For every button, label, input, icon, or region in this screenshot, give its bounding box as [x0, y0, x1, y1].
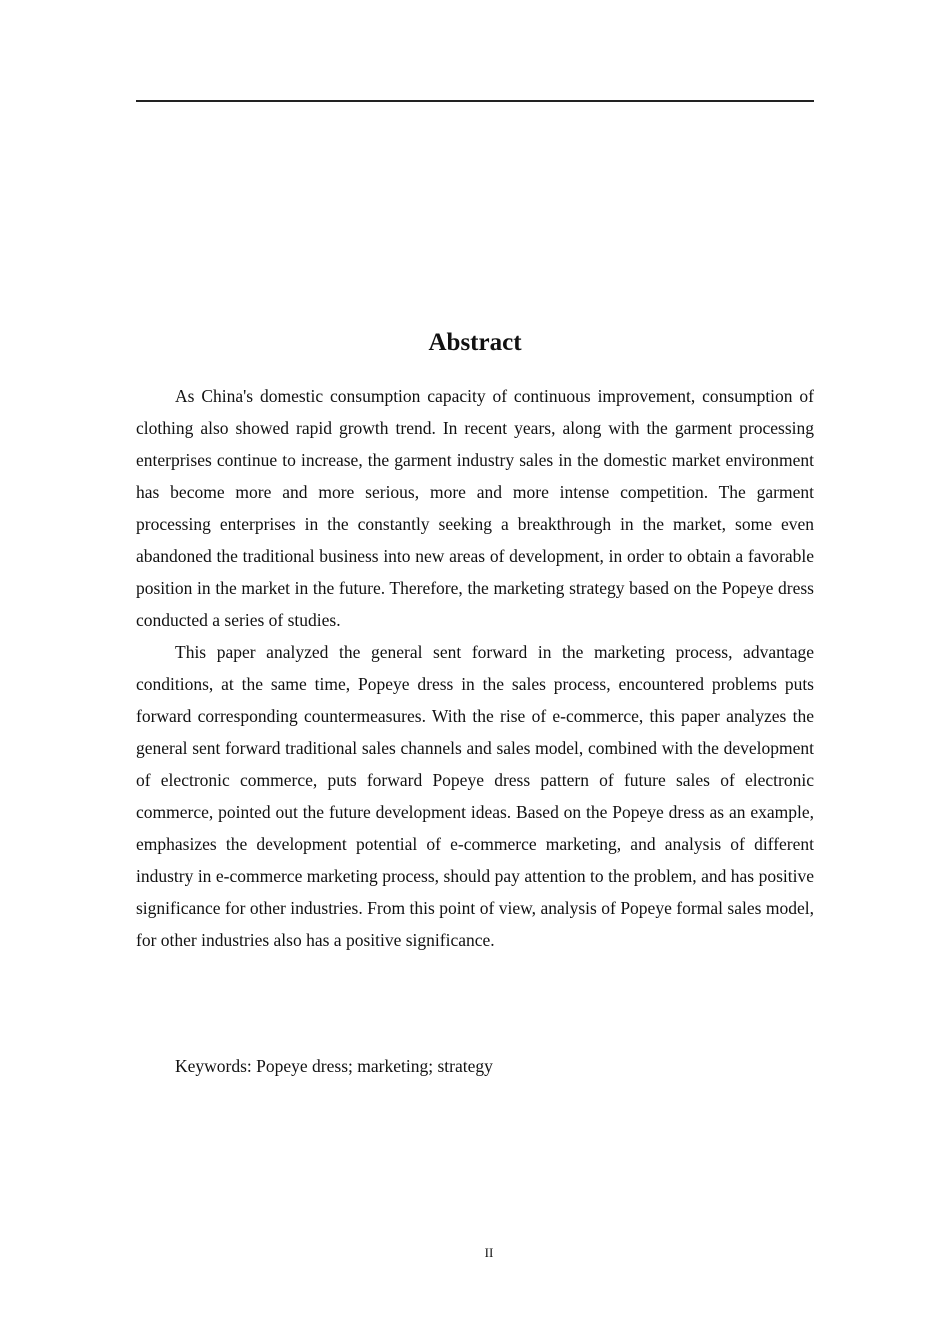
abstract-paragraph-1: As China's domestic consumption capacity of continuous improvement, consumption of clothing also showed rapid growth trend. In recent years, along with the garment processing enterprises continue to increase, the garment industry sales in the domestic market environment has become more and more serious, more and more intense competition. The garment processing enterprises in the constantly seeking a breakthrough in the market, some even abandoned the traditional business into new areas of development, in order to obtain a favorable position in the market in the future. Therefore, the marketing strategy based on the Popeye dress conducted a series of studies.	[136, 386, 814, 630]
header-rule	[136, 100, 814, 102]
abstract-body	[136, 380, 814, 956]
abstract-title: Abstract	[428, 329, 522, 356]
abstract-paragraph-2: This paper analyzed the general sent forward in the marketing process, advantage conditions, at the same time, Popeye dress in the sales process, encountered problems puts forward corresponding countermeasures. With the rise of e-commerce, this paper analyzes the general sent forward traditional sales channels and sales model, combined with the development of electronic commerce, puts forward Popeye dress pattern of future sales of electronic commerce, pointed out the future development ideas. Based on the Popeye dress as an example, emphasizes the development potential of e-commerce marketing, and analysis of different industry in e-commerce marketing process, should pay attention to the problem, and has positive significance for other industries. From this point of view, analysis of Popeye formal sales model, for other industries also has a positive significance.	[136, 642, 814, 950]
page-number: II	[484, 1245, 494, 1260]
keywords-line: Keywords: Popeye dress; marketing; strategy	[175, 1056, 493, 1076]
